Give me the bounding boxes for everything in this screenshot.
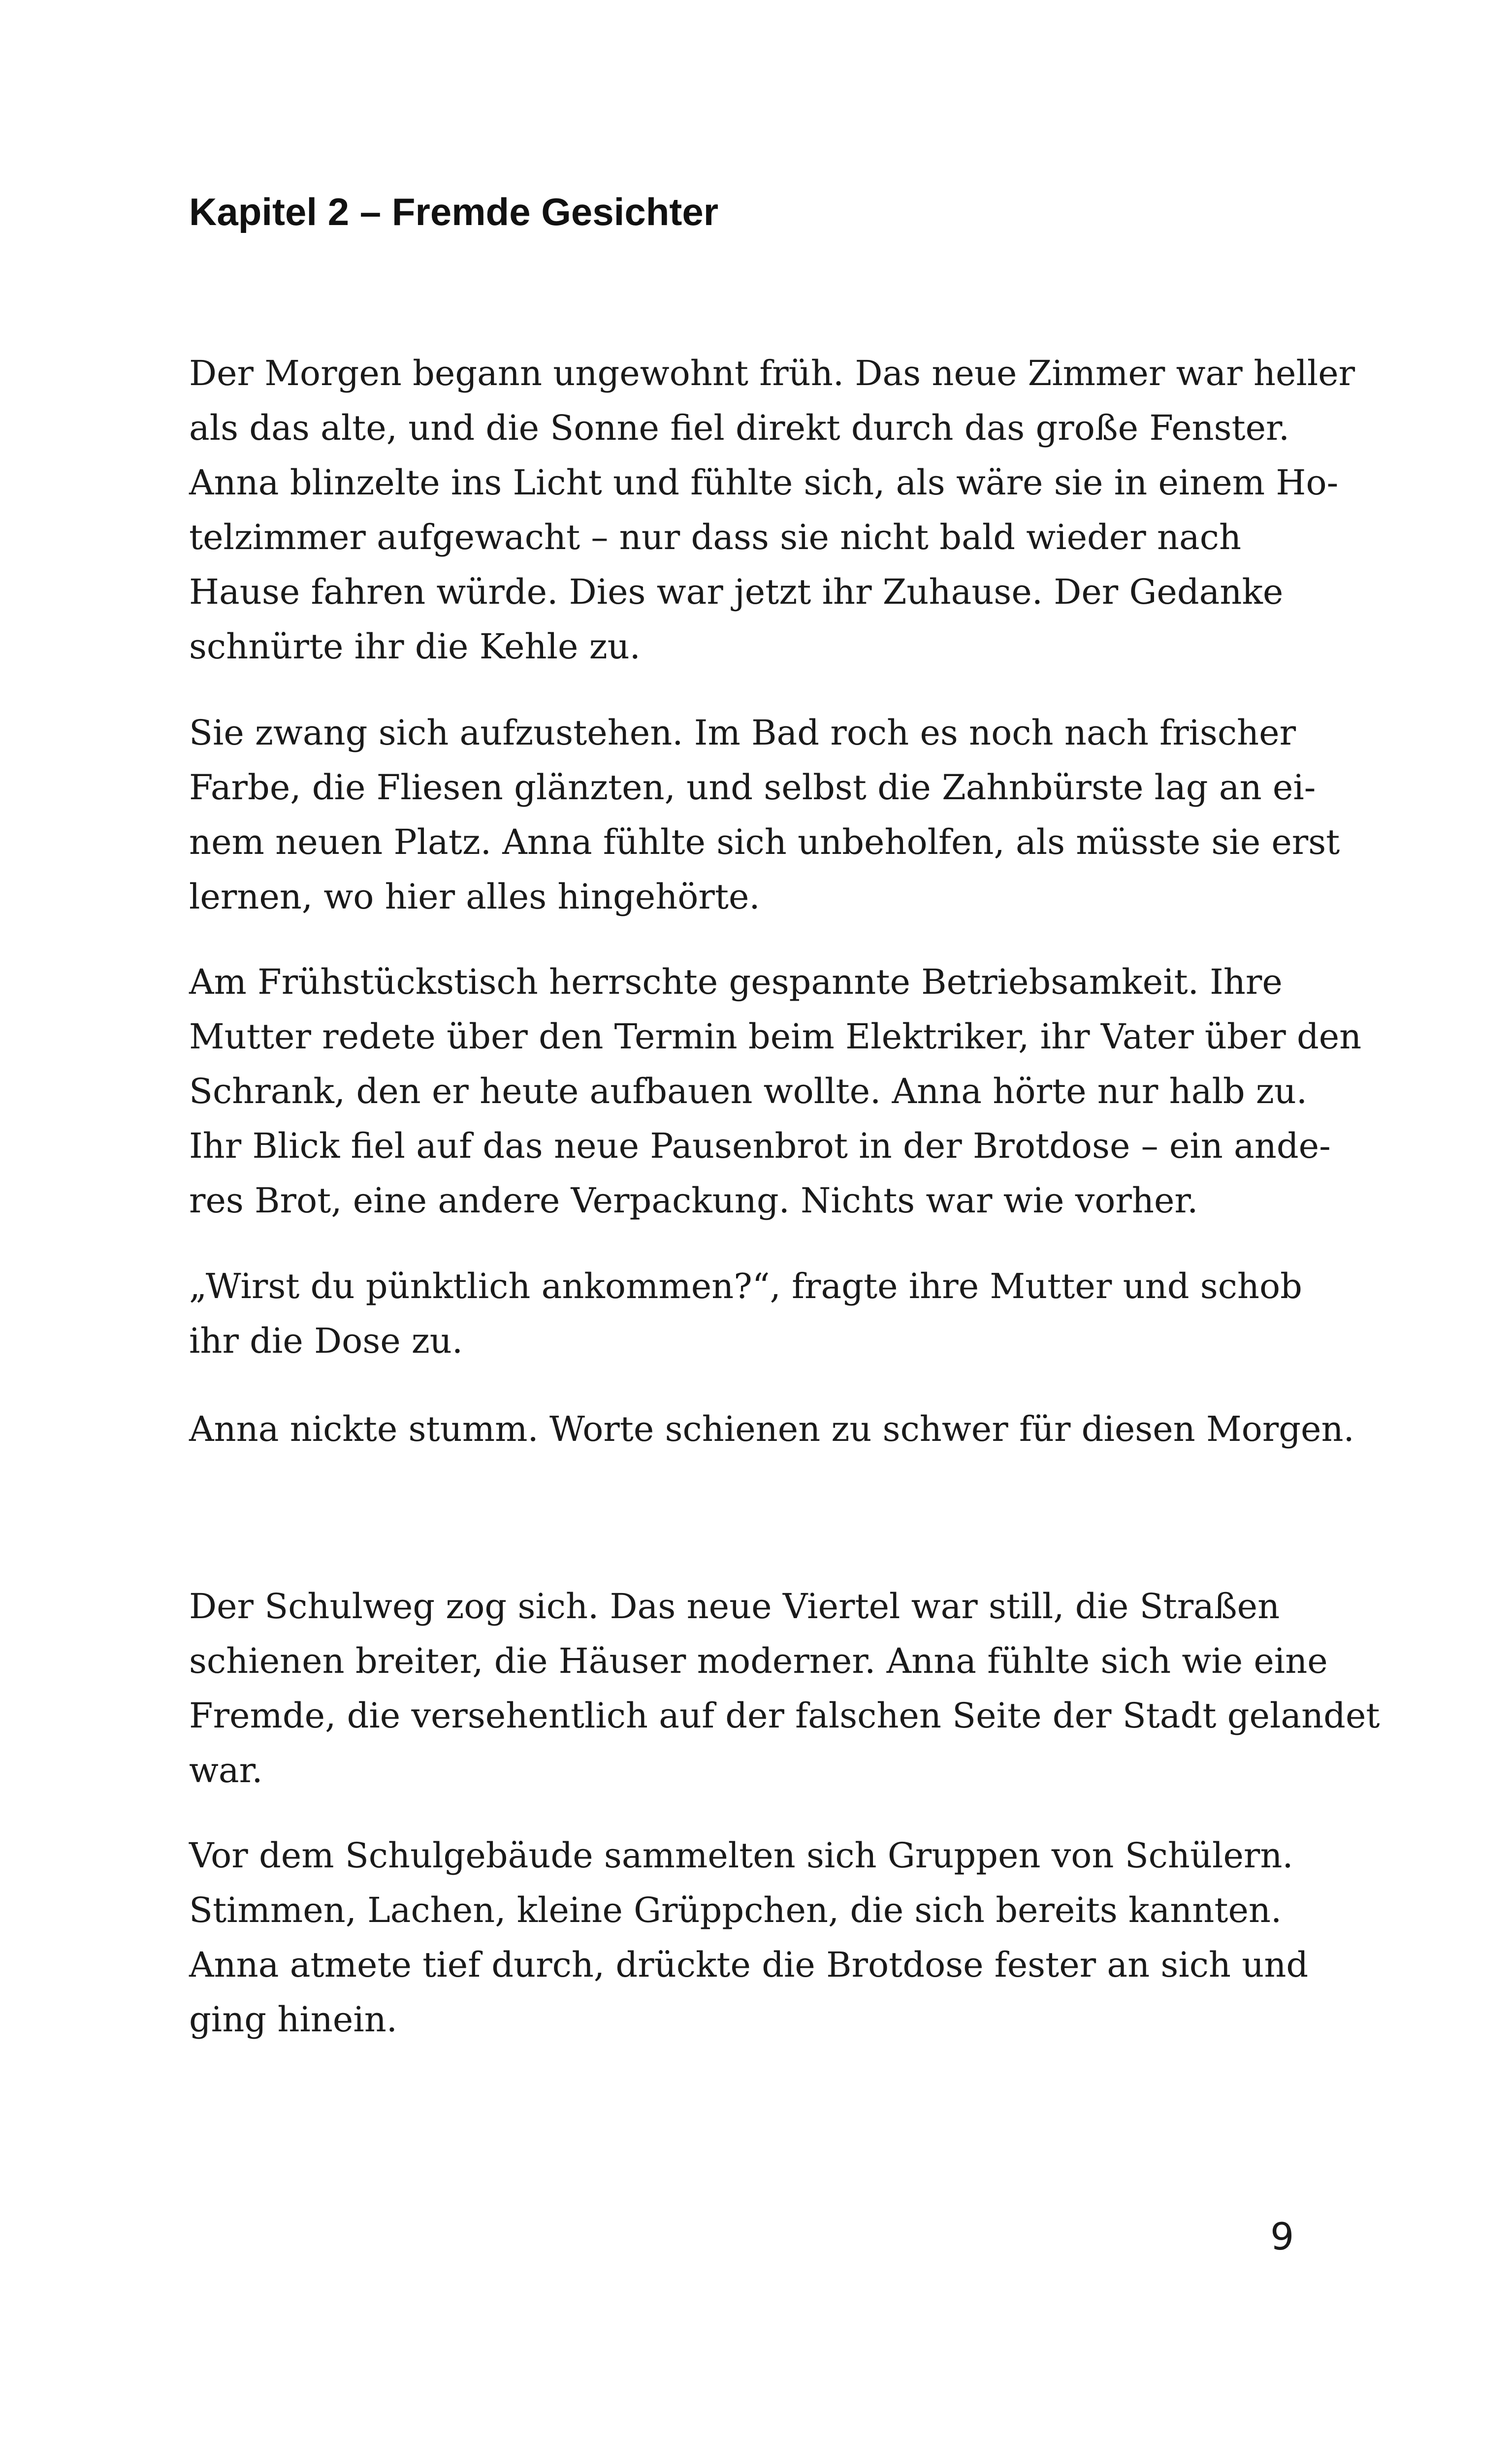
paragraph-5 — [189, 1402, 1354, 1457]
text-line: Mutter redete über den Termin beim Elektriker, ihr Vater über den — [189, 1016, 1362, 1057]
text-line: Fremde, die versehentlich auf der falschen Seite der Stadt gelandet — [189, 1695, 1380, 1736]
text-line: lernen, wo hier alles hingehörte. — [189, 877, 760, 917]
paragraph-1 — [189, 346, 1355, 674]
text-line: nem neuen Platz. Anna fühlte sich unbeholfen, als müsste sie erst — [189, 822, 1340, 862]
paragraph-7 — [189, 1828, 1308, 2047]
text-line: telzimmer aufgewacht – nur dass sie nicht bald wieder nach — [189, 517, 1242, 557]
text-line: Farbe, die Fliesen glänzten, und selbst die Zahnbürste lag an ei- — [189, 767, 1316, 808]
text-line: Schrank, den er heute aufbauen wollte. Anna hörte nur halb zu. — [189, 1071, 1308, 1111]
text-line: Ihr Blick fiel auf das neue Pausenbrot in der Brotdose – ein ande- — [189, 1126, 1331, 1166]
text-line: Vor dem Schulgebäude sammelten sich Gruppen von Schülern. — [189, 1835, 1293, 1876]
text-line: ihr die Dose zu. — [189, 1321, 463, 1361]
text-line: Sie zwang sich aufzustehen. Im Bad roch es noch nach frischer — [189, 713, 1296, 753]
text-line: Der Morgen begann ungewohnt früh. Das neue Zimmer war heller — [189, 353, 1355, 393]
text-line: ging hinein. — [189, 1999, 398, 2040]
text-line: als das alte, und die Sonne fiel direkt durch das große Fenster. — [189, 408, 1290, 448]
text-line: Am Frühstückstisch herrschte gespannte Betriebsamkeit. Ihre — [189, 962, 1283, 1002]
text-line: res Brot, eine andere Verpackung. Nichts war wie vorher. — [189, 1180, 1198, 1221]
paragraph-6 — [189, 1579, 1380, 1798]
text-line: Stimmen, Lachen, kleine Grüppchen, die sich bereits kannten. — [189, 1890, 1282, 1930]
text-line: Anna nickte stumm. Worte schienen zu schwer für diesen Morgen. — [189, 1409, 1354, 1449]
paragraph-3 — [189, 955, 1361, 1228]
text-line: schienen breiter, die Häuser moderner. Anna fühlte sich wie eine — [189, 1641, 1328, 1681]
text-line: Anna atmete tief durch, drückte die Brotdose fester an sich und — [189, 1945, 1309, 1985]
text-line: Hause fahren würde. Dies war jetzt ihr Zuhause. Der Gedanke — [189, 572, 1284, 612]
text-line: Der Schulweg zog sich. Das neue Viertel war still, die Straßen — [189, 1586, 1280, 1627]
paragraph-2 — [189, 706, 1340, 924]
text-line: Anna blinzelte ins Licht und fühlte sich, als wäre sie in einem Ho- — [189, 462, 1339, 503]
page-number: 9 — [1270, 2215, 1294, 2258]
chapter-title: Kapitel 2 – Fremde Gesichter — [189, 190, 719, 233]
text-line: war. — [189, 1750, 263, 1791]
text-line: „Wirst du pünktlich ankommen?“, fragte ihre Mutter und schob — [189, 1266, 1302, 1306]
text-line: schnürte ihr die Kehle zu. — [189, 626, 641, 667]
paragraph-4 — [189, 1259, 1302, 1368]
